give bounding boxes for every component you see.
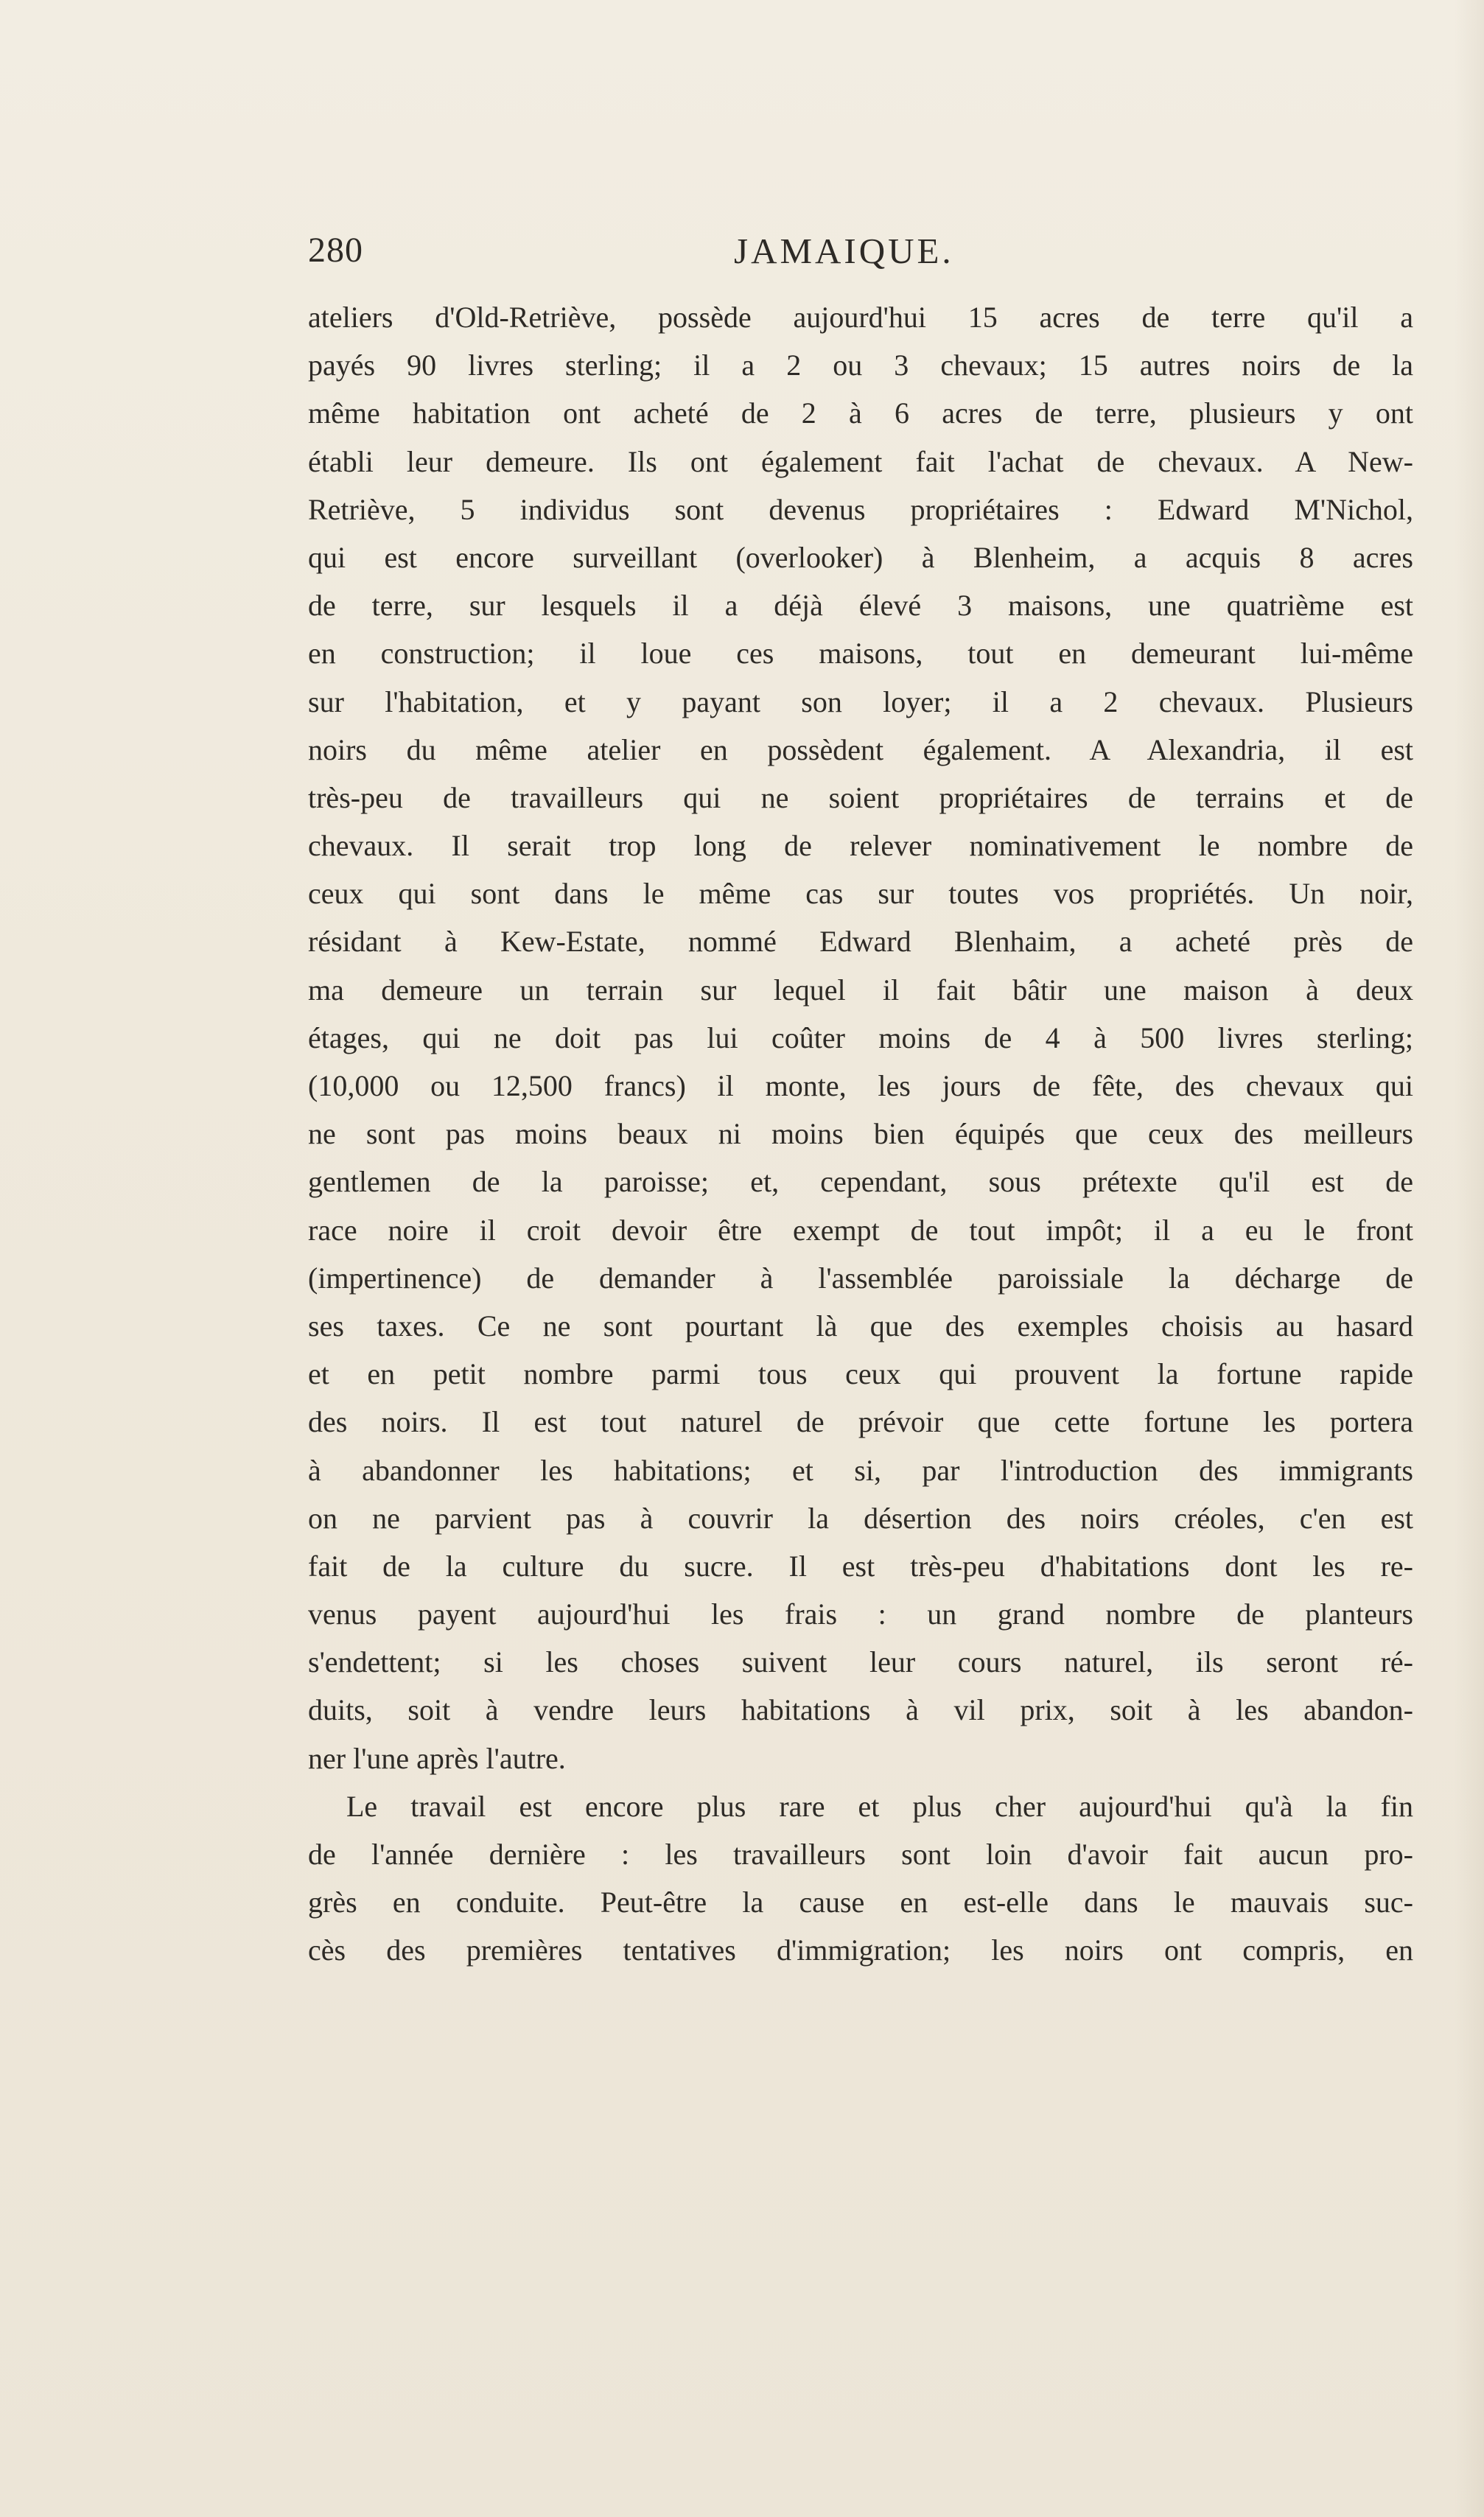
text-line: ateliers d'Old-Retriève, possède aujourd'hui 15 acres de terre qu'il a xyxy=(308,301,1413,334)
text-line: même habitation ont acheté de 2 à 6 acres de terre, plusieurs y ont xyxy=(308,396,1413,430)
text-line: (impertinence) de demander à l'assemblée paroissiale la décharge de xyxy=(308,1261,1413,1295)
text-line: grès en conduite. Peut-être la cause en est-elle dans le mauvais suc- xyxy=(308,1886,1413,1919)
text-line: ma demeure un terrain sur lequel il fait bâtir une maison à deux xyxy=(308,973,1413,1007)
text-line: ses taxes. Ce ne sont pourtant là que des exemples choisis au hasard xyxy=(308,1309,1413,1342)
text-line: sur l'habitation, et y payant son loyer; il a 2 chevaux. Plusieurs xyxy=(308,685,1413,718)
text-line: étages, qui ne doit pas lui coûter moins de 4 à 500 livres sterling; xyxy=(308,1021,1413,1054)
text-line: on ne parvient pas à couvrir la désertion des noirs créoles, c'en est xyxy=(308,1501,1413,1535)
text-line: (10,000 ou 12,500 francs) il monte, les jours de fête, des chevaux qui xyxy=(308,1069,1413,1102)
body-text xyxy=(308,293,1413,1975)
text-line: des noirs. Il est tout naturel de prévoir que cette fortune les portera xyxy=(308,1405,1413,1439)
text-line: qui est encore surveillant (overlooker) à Blenheim, a acquis 8 acres xyxy=(308,540,1413,574)
text-line: en construction; il loue ces maisons, tout en demeurant lui-même xyxy=(308,637,1413,671)
running-title: JAMAIQUE. xyxy=(734,231,954,271)
text-line: de terre, sur lesquels il a déjà élevé 3 maisons, une quatrième est xyxy=(308,589,1413,623)
text-line: ceux qui sont dans le même cas sur toutes vos propriétés. Un noir, xyxy=(308,877,1413,911)
text-line: et en petit nombre parmi tous ceux qui prouvent la fortune rapide xyxy=(308,1357,1413,1391)
text-line: gentlemen de la paroisse; et, cependant, sous prétexte qu'il est de xyxy=(308,1165,1413,1199)
page-edge-shadow xyxy=(1455,0,1484,2517)
text-line: s'endettent; si les choses suivent leur cours naturel, ils seront ré- xyxy=(308,1645,1413,1679)
text-line: race noire il croit devoir être exempt de tout impôt; il a eu le front xyxy=(308,1213,1413,1247)
text-line: payés 90 livres sterling; il a 2 ou 3 chevaux; 15 autres noirs de la xyxy=(308,349,1413,382)
text-line: très-peu de travailleurs qui ne soient propriétaires de terrains et de xyxy=(308,780,1413,814)
text-line: chevaux. Il serait trop long de relever nominativement le nombre de xyxy=(308,829,1413,863)
text-line: établi leur demeure. Ils ont également fait l'achat de chevaux. A New- xyxy=(308,444,1413,478)
text-line: à abandonner les habitations; et si, par l'introduction des immigrants xyxy=(308,1453,1413,1487)
text-line: ne sont pas moins beaux ni moins bien équipés que ceux des meilleurs xyxy=(308,1117,1413,1151)
text-line: Retriève, 5 individus sont devenus propriétaires : Edward M'Nichol, xyxy=(308,492,1413,526)
text-line: résidant à Kew-Estate, nommé Edward Blenhaim, a acheté près de xyxy=(308,925,1413,959)
page-header xyxy=(308,230,1413,281)
page-number: 280 xyxy=(308,231,363,270)
text-line: cès des premières tentatives d'immigration; les noirs ont compris, en xyxy=(308,1933,1413,1967)
text-line: venus payent aujourd'hui les frais : un grand nombre de planteurs xyxy=(308,1597,1413,1631)
text-line: duits, soit à vendre leurs habitations à vil prix, soit à les abandon- xyxy=(308,1693,1413,1727)
paragraph-first-line: Le travail est encore plus rare et plus cher aujourd'hui qu'à la fin xyxy=(346,1789,1413,1823)
paragraph-end-line: ner l'une après l'autre. xyxy=(308,1741,566,1775)
text-line: de l'année dernière : les travailleurs sont loin d'avoir fait aucun pro- xyxy=(308,1838,1413,1871)
text-line: noirs du même atelier en possèdent également. A Alexandria, il est xyxy=(308,732,1413,766)
text-line: fait de la culture du sucre. Il est très-peu d'habitations dont les re- xyxy=(308,1549,1413,1583)
